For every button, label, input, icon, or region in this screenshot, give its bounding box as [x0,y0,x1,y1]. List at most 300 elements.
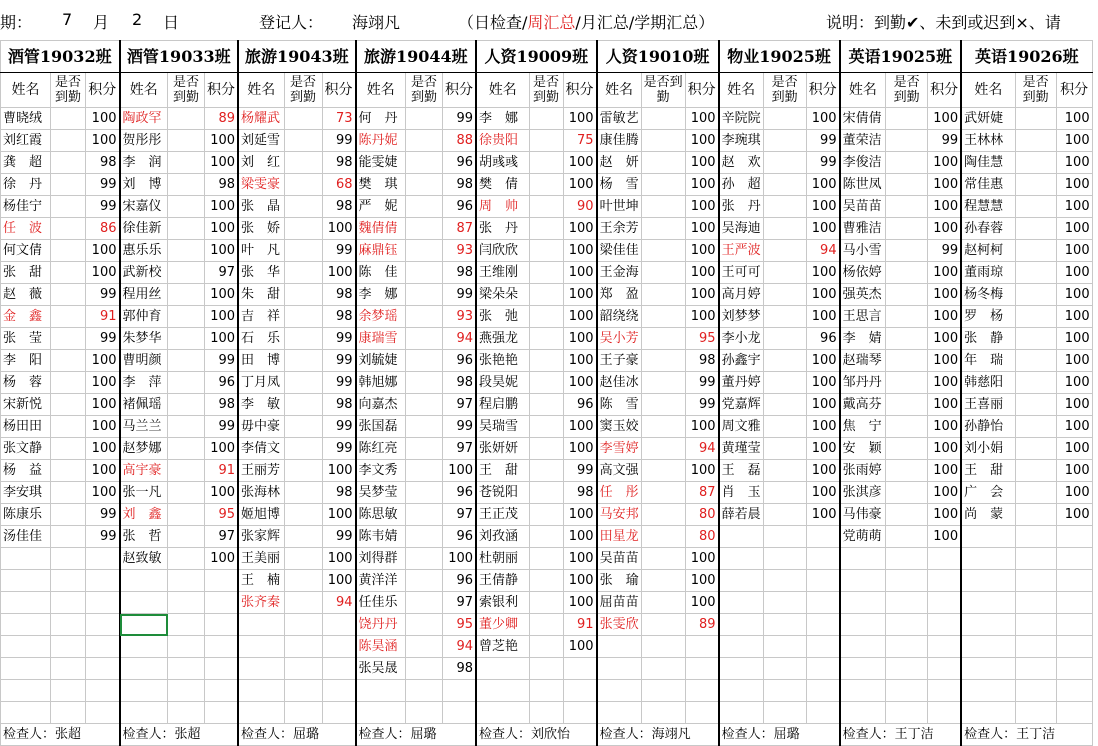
score-cell[interactable] [928,702,962,724]
student-name-cell[interactable]: 王倩静 [476,570,529,592]
attendance-cell[interactable] [763,438,806,460]
score-cell[interactable] [806,614,840,636]
score-cell[interactable]: 100 [928,196,962,218]
attendance-cell[interactable] [763,482,806,504]
student-name-cell[interactable]: 刘 红 [238,152,284,174]
score-cell[interactable]: 100 [205,240,239,262]
attendance-cell[interactable] [641,702,685,724]
score-cell[interactable]: 100 [86,262,120,284]
attendance-cell[interactable] [763,636,806,658]
attendance-cell[interactable] [168,548,205,570]
attendance-cell[interactable] [763,460,806,482]
student-name-cell[interactable]: 吉 祥 [238,306,284,328]
attendance-cell[interactable] [886,438,928,460]
name-column-header[interactable]: 姓名 [597,73,642,108]
score-cell[interactable]: 90 [563,196,597,218]
attendance-cell[interactable] [763,152,806,174]
score-column-header[interactable]: 积分 [563,73,597,108]
student-name-cell[interactable]: 梁朵朵 [476,284,529,306]
student-name-cell[interactable]: 张 晶 [238,196,284,218]
student-name-cell[interactable]: 刘孜涵 [476,526,529,548]
score-cell[interactable] [322,680,356,702]
score-cell[interactable]: 100 [806,284,840,306]
student-name-cell[interactable]: 焦 宁 [840,416,886,438]
student-name-cell[interactable]: 马小雪 [840,240,886,262]
score-cell[interactable]: 98 [205,174,239,196]
score-cell[interactable]: 100 [86,394,120,416]
score-cell[interactable]: 96 [443,152,477,174]
score-cell[interactable]: 98 [443,174,477,196]
score-cell[interactable] [928,680,962,702]
attendance-cell[interactable] [886,614,928,636]
score-cell[interactable]: 99 [443,108,477,130]
student-name-cell[interactable]: 严 妮 [356,196,406,218]
score-cell[interactable]: 100 [928,328,962,350]
score-cell[interactable]: 86 [86,218,120,240]
attendance-column-header[interactable]: 是否到勤 [406,73,443,108]
score-cell[interactable]: 100 [563,240,597,262]
attendance-cell[interactable] [284,636,322,658]
score-cell[interactable]: 100 [1056,108,1092,130]
attendance-cell[interactable] [1015,592,1056,614]
score-cell[interactable]: 99 [86,174,120,196]
attendance-cell[interactable] [406,636,443,658]
student-name-cell[interactable]: 党嘉辉 [719,394,764,416]
attendance-cell[interactable] [406,372,443,394]
score-cell[interactable]: 96 [563,394,597,416]
student-name-cell[interactable]: 金 鑫 [1,306,51,328]
attendance-cell[interactable] [284,350,322,372]
score-cell[interactable]: 100 [928,372,962,394]
score-cell[interactable]: 100 [563,548,597,570]
student-name-cell[interactable]: 刘毓婕 [356,350,406,372]
score-cell[interactable]: 100 [1056,218,1092,240]
student-name-cell[interactable]: 任 彤 [597,482,642,504]
attendance-cell[interactable] [886,658,928,680]
student-name-cell[interactable] [840,636,886,658]
student-name-cell[interactable]: 薛若晨 [719,504,764,526]
score-cell[interactable]: 100 [86,460,120,482]
student-name-cell[interactable]: 宋倩倩 [840,108,886,130]
score-cell[interactable] [806,680,840,702]
score-cell[interactable]: 100 [86,416,120,438]
student-name-cell[interactable] [719,570,764,592]
score-cell[interactable]: 100 [563,108,597,130]
score-cell[interactable]: 100 [322,460,356,482]
student-name-cell[interactable]: 宋嘉仪 [120,196,168,218]
score-cell[interactable] [86,680,120,702]
attendance-cell[interactable] [284,548,322,570]
attendance-cell[interactable] [284,658,322,680]
student-name-cell[interactable]: 王正茂 [476,504,529,526]
score-cell[interactable] [205,570,239,592]
student-name-cell[interactable] [120,570,168,592]
score-cell[interactable]: 98 [443,658,477,680]
score-cell[interactable]: 80 [685,504,719,526]
student-name-cell[interactable]: 赵瑞琴 [840,350,886,372]
score-cell[interactable]: 97 [443,592,477,614]
student-name-cell[interactable]: 张 哲 [120,526,168,548]
score-cell[interactable]: 100 [928,394,962,416]
student-name-cell[interactable]: 党萌萌 [840,526,886,548]
student-name-cell[interactable]: 燕强龙 [476,328,529,350]
checker-cell[interactable]: 检查人：屈璐 [719,724,840,746]
attendance-cell[interactable] [886,108,928,130]
score-cell[interactable]: 98 [322,482,356,504]
attendance-cell[interactable] [529,240,563,262]
student-name-cell[interactable]: 张家辉 [238,526,284,548]
attendance-cell[interactable] [529,526,563,548]
attendance-cell[interactable] [168,636,205,658]
attendance-column-header[interactable]: 是否到勤 [168,73,205,108]
attendance-cell[interactable] [886,416,928,438]
attendance-cell[interactable] [763,196,806,218]
score-cell[interactable]: 100 [563,262,597,284]
attendance-cell[interactable] [641,570,685,592]
student-name-cell[interactable] [476,658,529,680]
student-name-cell[interactable]: 索银利 [476,592,529,614]
score-cell[interactable]: 100 [205,482,239,504]
student-name-cell[interactable]: 李 娜 [476,108,529,130]
attendance-cell[interactable] [886,680,928,702]
student-name-cell[interactable]: 杨 蓉 [1,372,51,394]
student-name-cell[interactable]: 丁月凤 [238,372,284,394]
student-name-cell[interactable]: 吴梦莹 [356,482,406,504]
score-cell[interactable]: 100 [563,636,597,658]
student-name-cell[interactable]: 罗 杨 [961,306,1015,328]
class-title[interactable]: 旅游19044班 [356,41,477,73]
score-cell[interactable]: 99 [443,284,477,306]
score-cell[interactable]: 100 [1056,328,1092,350]
score-cell[interactable]: 100 [205,196,239,218]
score-column-header[interactable]: 积分 [86,73,120,108]
student-name-cell[interactable] [238,702,284,724]
student-name-cell[interactable]: 李倩文 [238,438,284,460]
score-cell[interactable]: 100 [685,130,719,152]
attendance-cell[interactable] [406,130,443,152]
score-cell[interactable]: 100 [685,262,719,284]
attendance-cell[interactable] [1015,504,1056,526]
name-column-header[interactable]: 姓名 [1,73,51,108]
student-name-cell[interactable] [961,548,1015,570]
student-name-cell[interactable] [1,570,51,592]
score-cell[interactable]: 100 [322,504,356,526]
attendance-cell[interactable] [284,570,322,592]
score-cell[interactable]: 100 [322,570,356,592]
score-cell[interactable]: 99 [322,416,356,438]
score-cell[interactable]: 88 [443,130,477,152]
attendance-cell[interactable] [763,174,806,196]
student-name-cell[interactable]: 张 弛 [476,306,529,328]
student-name-cell[interactable]: 张 华 [238,262,284,284]
student-name-cell[interactable]: 雷敏艺 [597,108,642,130]
attendance-cell[interactable] [168,614,205,636]
attendance-cell[interactable] [529,174,563,196]
score-cell[interactable]: 100 [685,108,719,130]
student-name-cell[interactable]: 戴高芬 [840,394,886,416]
attendance-cell[interactable] [168,592,205,614]
student-name-cell[interactable]: 陈昊涵 [356,636,406,658]
score-cell[interactable]: 100 [685,218,719,240]
student-name-cell[interactable] [840,570,886,592]
student-name-cell[interactable]: 程启鹏 [476,394,529,416]
score-cell[interactable] [1056,526,1092,548]
attendance-cell[interactable] [641,262,685,284]
student-name-cell[interactable]: 何 丹 [356,108,406,130]
score-column-header[interactable]: 积分 [806,73,840,108]
student-name-cell[interactable]: 吴小芳 [597,328,642,350]
attendance-cell[interactable] [406,438,443,460]
attendance-cell[interactable] [1015,416,1056,438]
attendance-cell[interactable] [1015,548,1056,570]
attendance-cell[interactable] [51,218,86,240]
student-name-cell[interactable]: 魏倩倩 [356,218,406,240]
score-cell[interactable]: 100 [928,416,962,438]
student-name-cell[interactable]: 陶政罕 [120,108,168,130]
attendance-cell[interactable] [51,614,86,636]
attendance-cell[interactable] [284,438,322,460]
attendance-cell[interactable] [886,196,928,218]
attendance-cell[interactable] [641,196,685,218]
score-column-header[interactable]: 积分 [322,73,356,108]
score-cell[interactable] [1056,680,1092,702]
score-cell[interactable] [86,592,120,614]
attendance-cell[interactable] [51,152,86,174]
student-name-cell[interactable]: 陈韦婧 [356,526,406,548]
score-cell[interactable]: 99 [928,130,962,152]
attendance-cell[interactable] [168,284,205,306]
attendance-column-header[interactable]: 是否到勤 [284,73,322,108]
attendance-cell[interactable] [641,328,685,350]
student-name-cell[interactable]: 杨 雪 [597,174,642,196]
student-name-cell[interactable] [961,614,1015,636]
attendance-cell[interactable] [763,526,806,548]
attendance-cell[interactable] [886,460,928,482]
score-cell[interactable]: 100 [563,306,597,328]
student-name-cell[interactable]: 马安邦 [597,504,642,526]
student-name-cell[interactable]: 赵 薇 [1,284,51,306]
score-cell[interactable] [443,702,477,724]
attendance-cell[interactable] [763,328,806,350]
score-cell[interactable]: 100 [563,174,597,196]
student-name-cell[interactable]: 郭仲育 [120,306,168,328]
attendance-cell[interactable] [168,262,205,284]
student-name-cell[interactable]: 辛院院 [719,108,764,130]
student-name-cell[interactable]: 李小龙 [719,328,764,350]
student-name-cell[interactable]: 康佳腾 [597,130,642,152]
score-cell[interactable] [806,658,840,680]
student-name-cell[interactable]: 李 萍 [120,372,168,394]
score-cell[interactable]: 98 [322,152,356,174]
score-cell[interactable] [685,636,719,658]
student-name-cell[interactable]: 毋中豪 [238,416,284,438]
attendance-cell[interactable] [168,306,205,328]
attendance-cell[interactable] [168,438,205,460]
score-cell[interactable]: 99 [443,416,477,438]
score-cell[interactable]: 100 [806,460,840,482]
score-cell[interactable]: 100 [806,218,840,240]
student-name-cell[interactable]: 石 乐 [238,328,284,350]
score-cell[interactable]: 96 [443,350,477,372]
score-cell[interactable]: 99 [685,394,719,416]
student-name-cell[interactable] [120,680,168,702]
student-name-cell[interactable]: 王 楠 [238,570,284,592]
score-cell[interactable]: 98 [563,482,597,504]
student-name-cell[interactable]: 陶佳慧 [961,152,1015,174]
attendance-cell[interactable] [406,614,443,636]
student-name-cell[interactable]: 闫欣欣 [476,240,529,262]
attendance-cell[interactable] [284,504,322,526]
student-name-cell[interactable]: 姬旭博 [238,504,284,526]
class-title[interactable]: 人资19010班 [597,41,719,73]
student-name-cell[interactable]: 刘 博 [120,174,168,196]
score-cell[interactable]: 98 [322,284,356,306]
attendance-cell[interactable] [51,548,86,570]
score-cell[interactable]: 100 [1056,284,1092,306]
attendance-cell[interactable] [529,592,563,614]
student-name-cell[interactable] [597,636,642,658]
score-cell[interactable]: 99 [806,152,840,174]
attendance-cell[interactable] [1015,108,1056,130]
score-cell[interactable]: 91 [563,614,597,636]
attendance-cell[interactable] [51,636,86,658]
attendance-cell[interactable] [641,636,685,658]
student-name-cell[interactable]: 朱梦华 [120,328,168,350]
name-column-header[interactable]: 姓名 [961,73,1015,108]
score-cell[interactable]: 97 [443,504,477,526]
attendance-cell[interactable] [406,262,443,284]
attendance-column-header[interactable]: 是否到勤 [886,73,928,108]
student-name-cell[interactable]: 何文倩 [1,240,51,262]
student-name-cell[interactable]: 曾芝艳 [476,636,529,658]
score-cell[interactable]: 99 [806,130,840,152]
student-name-cell[interactable]: 徐 丹 [1,174,51,196]
attendance-cell[interactable] [763,504,806,526]
student-name-cell[interactable] [840,548,886,570]
attendance-cell[interactable] [284,262,322,284]
score-cell[interactable]: 100 [443,460,477,482]
student-name-cell[interactable] [1,658,51,680]
student-name-cell[interactable] [476,702,529,724]
attendance-cell[interactable] [168,416,205,438]
attendance-cell[interactable] [1015,658,1056,680]
score-cell[interactable]: 100 [685,240,719,262]
student-name-cell[interactable]: 朱 甜 [238,284,284,306]
attendance-cell[interactable] [406,570,443,592]
student-name-cell[interactable]: 任佳乐 [356,592,406,614]
attendance-cell[interactable] [406,702,443,724]
score-cell[interactable]: 100 [322,218,356,240]
student-name-cell[interactable] [238,614,284,636]
student-name-cell[interactable]: 周 帅 [476,196,529,218]
student-name-cell[interactable]: 刘延雪 [238,130,284,152]
attendance-cell[interactable] [1015,284,1056,306]
class-title[interactable]: 旅游19043班 [238,41,356,73]
attendance-cell[interactable] [406,350,443,372]
student-name-cell[interactable]: 董丹婷 [719,372,764,394]
checker-cell[interactable]: 检查人：刘欣怡 [476,724,597,746]
score-cell[interactable]: 100 [806,482,840,504]
name-column-header[interactable]: 姓名 [719,73,764,108]
score-cell[interactable]: 99 [86,526,120,548]
score-cell[interactable]: 100 [928,526,962,548]
score-cell[interactable]: 98 [443,372,477,394]
student-name-cell[interactable] [1,680,51,702]
score-cell[interactable]: 93 [443,240,477,262]
score-column-header[interactable]: 积分 [205,73,239,108]
attendance-cell[interactable] [1015,350,1056,372]
attendance-cell[interactable] [641,350,685,372]
attendance-cell[interactable] [51,130,86,152]
score-cell[interactable] [806,526,840,548]
student-name-cell[interactable] [1,548,51,570]
attendance-cell[interactable] [641,438,685,460]
attendance-cell[interactable] [641,306,685,328]
score-cell[interactable]: 100 [685,196,719,218]
attendance-cell[interactable] [406,548,443,570]
student-name-cell[interactable]: 程用丝 [120,284,168,306]
student-name-cell[interactable]: 赵梦娜 [120,438,168,460]
student-name-cell[interactable] [961,570,1015,592]
student-name-cell[interactable]: 王喜丽 [961,394,1015,416]
student-name-cell[interactable]: 惠乐乐 [120,240,168,262]
student-name-cell[interactable]: 王思言 [840,306,886,328]
attendance-cell[interactable] [529,328,563,350]
score-cell[interactable]: 100 [86,350,120,372]
month-value[interactable]: 7 [62,10,73,29]
attendance-cell[interactable] [763,394,806,416]
attendance-cell[interactable] [168,218,205,240]
student-name-cell[interactable]: 张妍妍 [476,438,529,460]
student-name-cell[interactable] [840,702,886,724]
student-name-cell[interactable]: 黄洋洋 [356,570,406,592]
score-cell[interactable]: 98 [443,262,477,284]
score-cell[interactable]: 99 [563,460,597,482]
attendance-cell[interactable] [168,130,205,152]
score-cell[interactable]: 100 [563,372,597,394]
attendance-cell[interactable] [51,350,86,372]
student-name-cell[interactable]: 张 丹 [719,196,764,218]
class-title[interactable]: 酒管19032班 [1,41,120,73]
student-name-cell[interactable]: 樊 倩 [476,174,529,196]
student-name-cell[interactable]: 王维刚 [476,262,529,284]
attendance-cell[interactable] [529,636,563,658]
score-cell[interactable] [322,702,356,724]
score-cell[interactable]: 100 [1056,482,1092,504]
student-name-cell[interactable]: 王美丽 [238,548,284,570]
attendance-cell[interactable] [641,504,685,526]
score-cell[interactable]: 100 [928,482,962,504]
student-name-cell[interactable]: 年 瑞 [961,350,1015,372]
score-cell[interactable] [928,548,962,570]
student-name-cell[interactable]: 张艳艳 [476,350,529,372]
student-name-cell[interactable]: 高月婷 [719,284,764,306]
attendance-cell[interactable] [886,482,928,504]
attendance-cell[interactable] [51,196,86,218]
attendance-cell[interactable] [763,658,806,680]
attendance-cell[interactable] [641,460,685,482]
attendance-cell[interactable] [641,680,685,702]
attendance-cell[interactable] [886,328,928,350]
score-cell[interactable]: 99 [322,350,356,372]
attendance-cell[interactable] [168,174,205,196]
score-cell[interactable] [928,636,962,658]
student-name-cell[interactable]: 陈世凤 [840,174,886,196]
attendance-cell[interactable] [284,284,322,306]
student-name-cell[interactable]: 韩旭娜 [356,372,406,394]
student-name-cell[interactable]: 韶绕绕 [597,306,642,328]
score-cell[interactable]: 100 [86,240,120,262]
